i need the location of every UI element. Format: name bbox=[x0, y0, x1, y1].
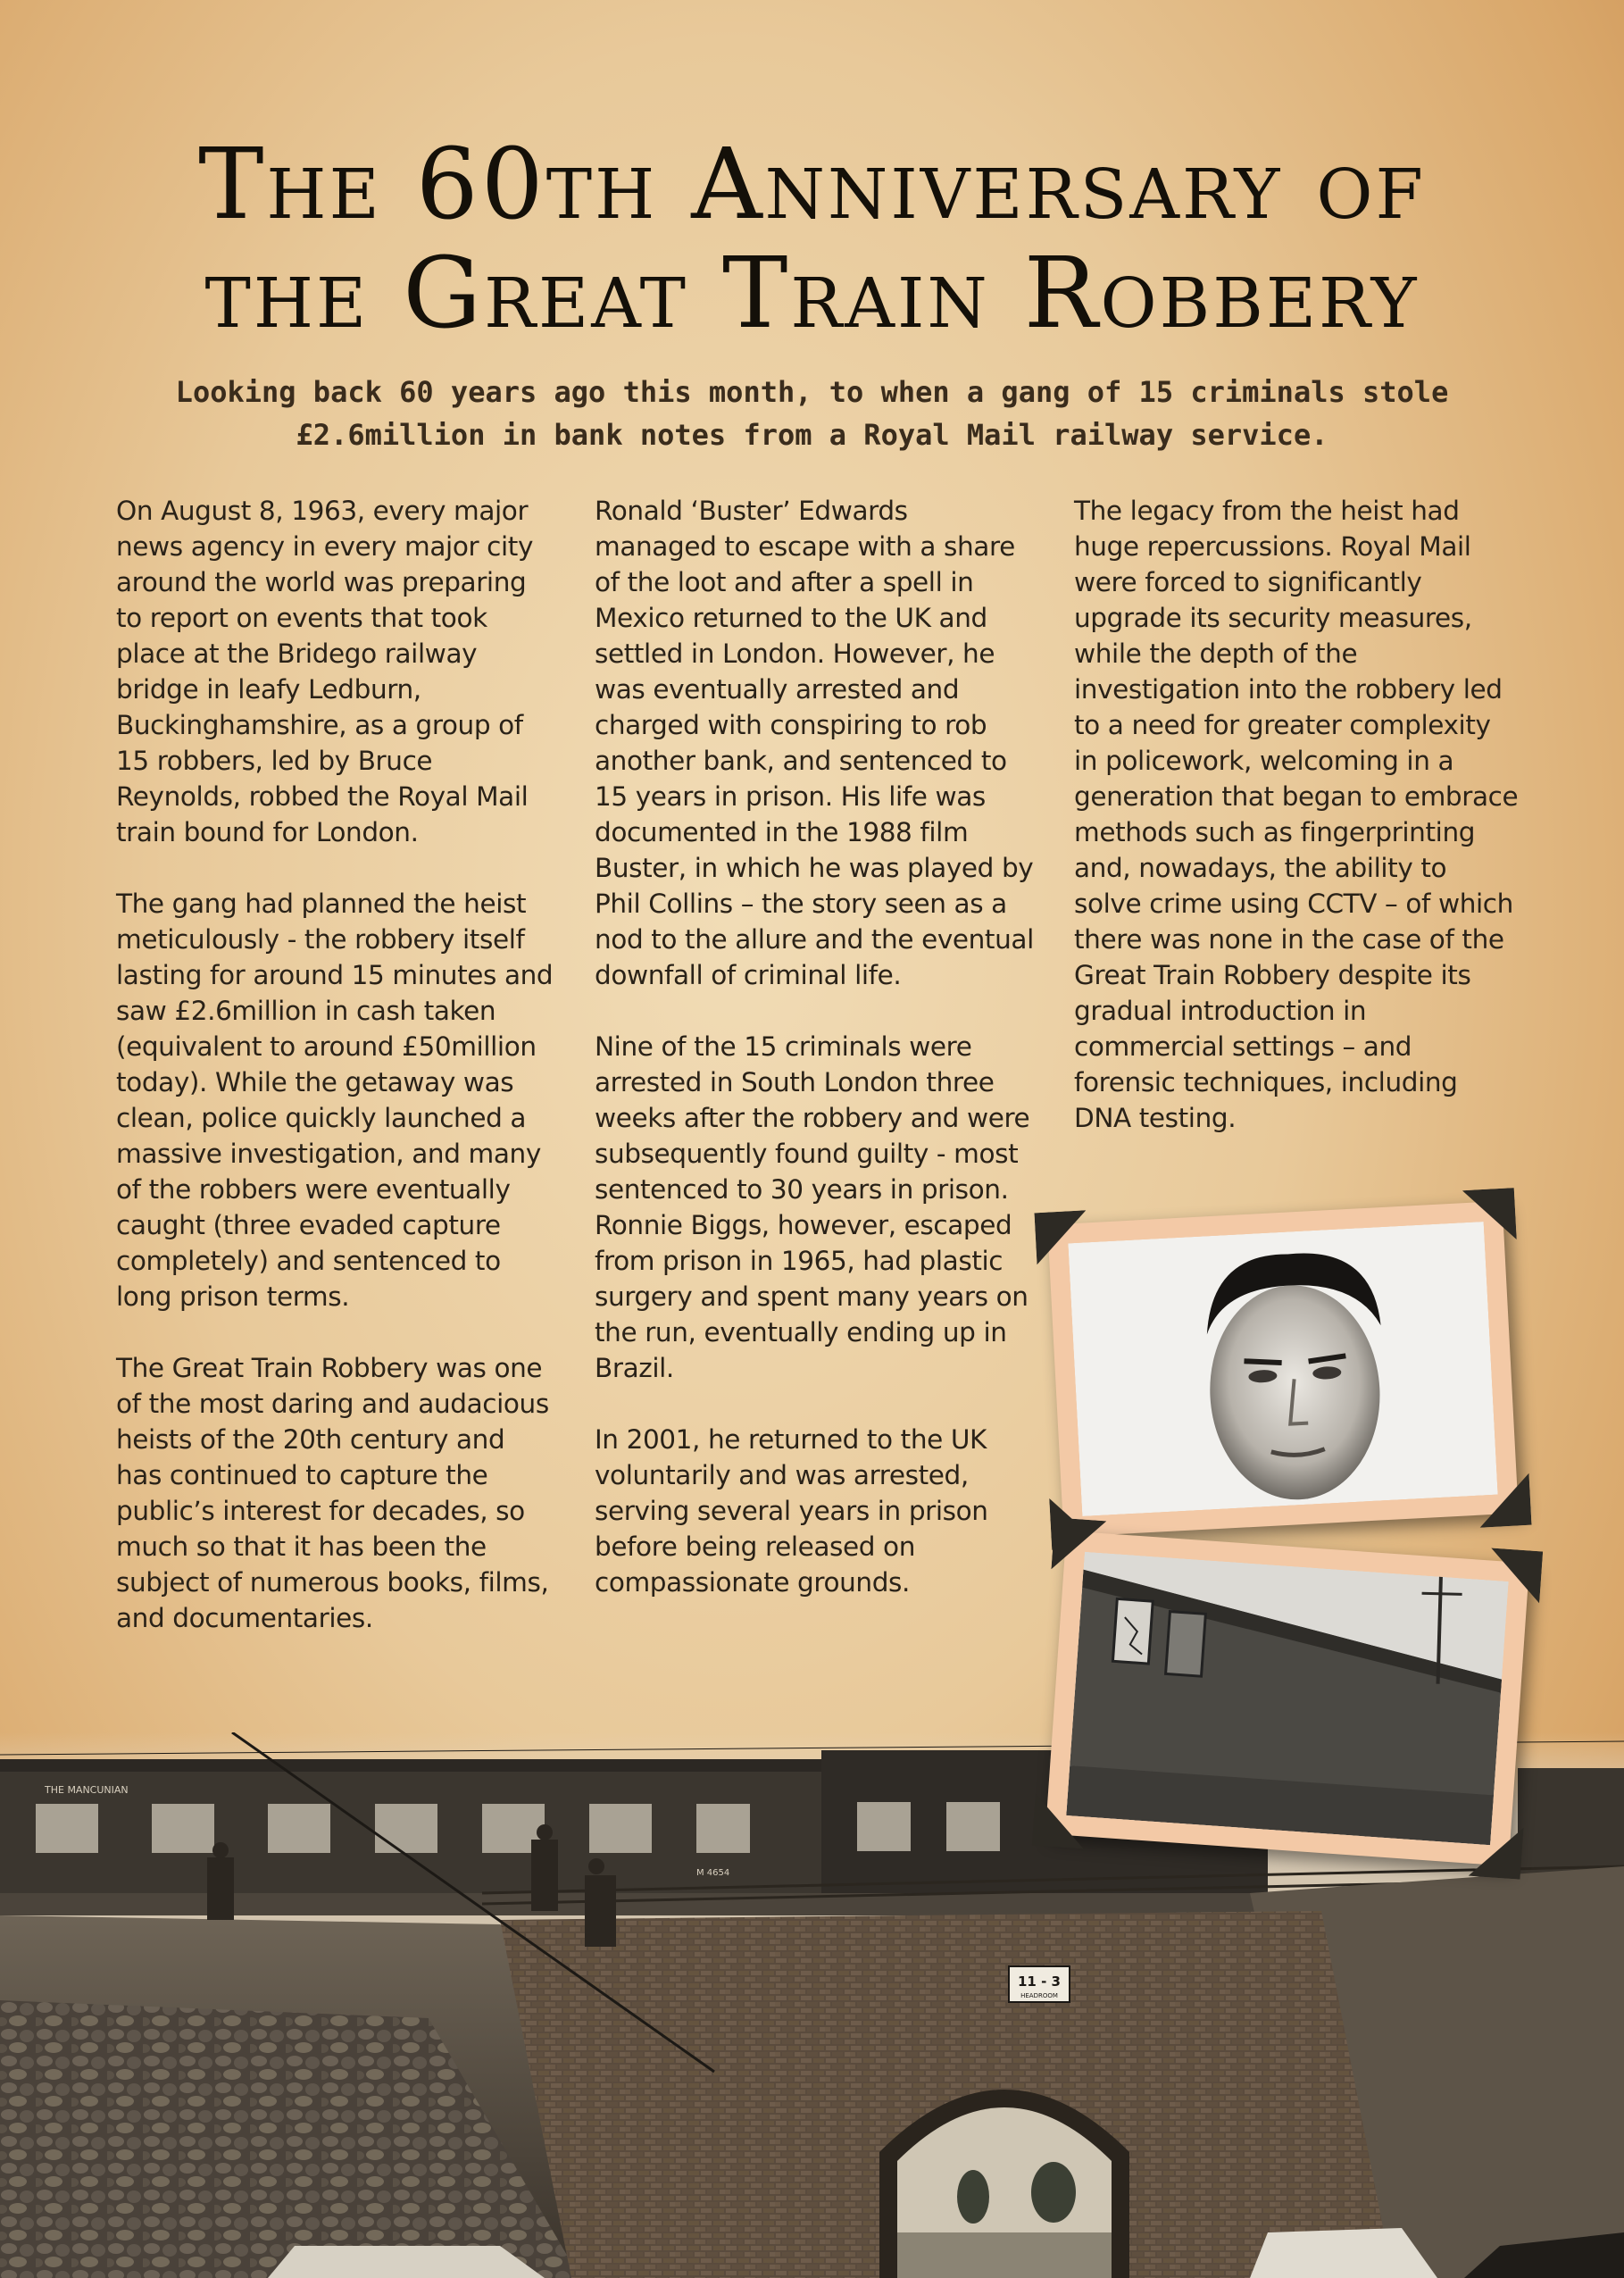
column-1-paragraph-2: The gang had planned the heist meticulously - the robbery itself lasting for around 15 minutes and saw £2.6million in cash taken (equivalent to around £50million today). While the getaway was clean, police quickly launched a massive investigation, and many of the robbers were eventually caught (three evaded capture completely) and sentenced to long prison terms. bbox=[116, 889, 554, 1312]
photo-corner-icon bbox=[1051, 1517, 1106, 1573]
ronnie-biggs-portrait bbox=[1068, 1222, 1497, 1516]
title-line-1: The 60th Anniversary of bbox=[198, 127, 1426, 241]
column-2-paragraph-3: In 2001, he returned to the UK voluntarily and was arrested, serving several years in prison before being released on compassionate grounds. bbox=[595, 1424, 988, 1598]
photo-corner-icon bbox=[1487, 1548, 1543, 1604]
photo-corner-icon bbox=[1462, 1188, 1517, 1242]
carriage-image bbox=[1066, 1552, 1508, 1845]
carriage-name-board: THE MANCUNIAN bbox=[45, 1784, 129, 1796]
article-column-3 bbox=[1074, 493, 1520, 1172]
bridge-headroom-sign bbox=[1009, 1966, 1070, 2002]
column-3-paragraph-1: The legacy from the heist had huge repercussions. Royal Mail were forced to significantly upgrade its security measures, while the depth of the investigation into the robbery led to a need for greater complexity in policework, welcoming in a generation that began to embrace methods such as fingerprinting and, nowadays, the ability to solve crime using CCTV – of which there was none in the case of the Great Train Robbery despite its gradual introduction in commercial settings – and forensic techniques, including DNA testing. bbox=[1074, 496, 1519, 1133]
subtitle-line-2: £2.6million in bank notes from a Royal Mail railway service. bbox=[296, 418, 1328, 452]
portrait-photo-frame bbox=[1047, 1201, 1519, 1537]
page-subtitle bbox=[107, 371, 1517, 456]
article-column-1 bbox=[116, 493, 558, 1672]
subtitle-line-1: Looking back 60 years ago this month, to when a gang of 15 criminals stole bbox=[175, 375, 1449, 409]
column-1-paragraph-1: On August 8, 1963, every major news agency in every major city around the world was preparing to report on events that took place at the Bridego railway bridge in leafy Ledburn, Buckinghamshire, as a group of 15 robbers, led by Bruce Reynolds, robbed the Royal Mail train bound for London. bbox=[116, 496, 534, 847]
page-title bbox=[71, 127, 1553, 350]
portrait-image bbox=[1068, 1222, 1497, 1516]
headroom-value: 11 - 3 bbox=[1018, 1973, 1061, 1990]
title-line-2: the Great Train Robbery bbox=[204, 236, 1420, 350]
damaged-carriage-photo bbox=[1066, 1552, 1508, 1845]
column-2-paragraph-2: Nine of the 15 criminals were arrested in South London three weeks after the robbery and were subsequently found guilty - most sentenced to 30 years in prison. Ronnie Biggs, however, escaped from prison in 1965, had plastic surgery and spent many years on the run, eventually ending up in Brazil. bbox=[595, 1031, 1030, 1383]
photo-corner-icon bbox=[1032, 1794, 1087, 1849]
article-column-2 bbox=[595, 493, 1037, 1636]
column-1-paragraph-3: The Great Train Robbery was one of the most daring and audacious heists of the 20th century and has continued to capture the public’s interest for decades, so much so that it has been the subject of numerous books, films, and documentaries. bbox=[116, 1353, 549, 1633]
photo-corner-icon bbox=[1478, 1473, 1532, 1528]
column-2-paragraph-1: Ronald ‘Buster’ Edwards managed to escape with a share of the loot and after a spell in Mexico returned to the UK and settled in London. However, he was eventually arrested and charged with conspiring to rob another bank, and sentenced to 15 years in prison. His life was documented in the 1988 film Buster, in which he was played by Phil Collins – the story seen as a nod to the allure and the eventual downfall of criminal life. bbox=[595, 496, 1034, 990]
photo-corner-icon bbox=[1034, 1210, 1088, 1264]
carriage-number: M 4654 bbox=[696, 1868, 730, 1878]
photo-corner-icon bbox=[1469, 1824, 1524, 1880]
carriage-photo-frame bbox=[1045, 1531, 1529, 1865]
headroom-label: HEADROOM bbox=[1020, 1992, 1058, 1999]
